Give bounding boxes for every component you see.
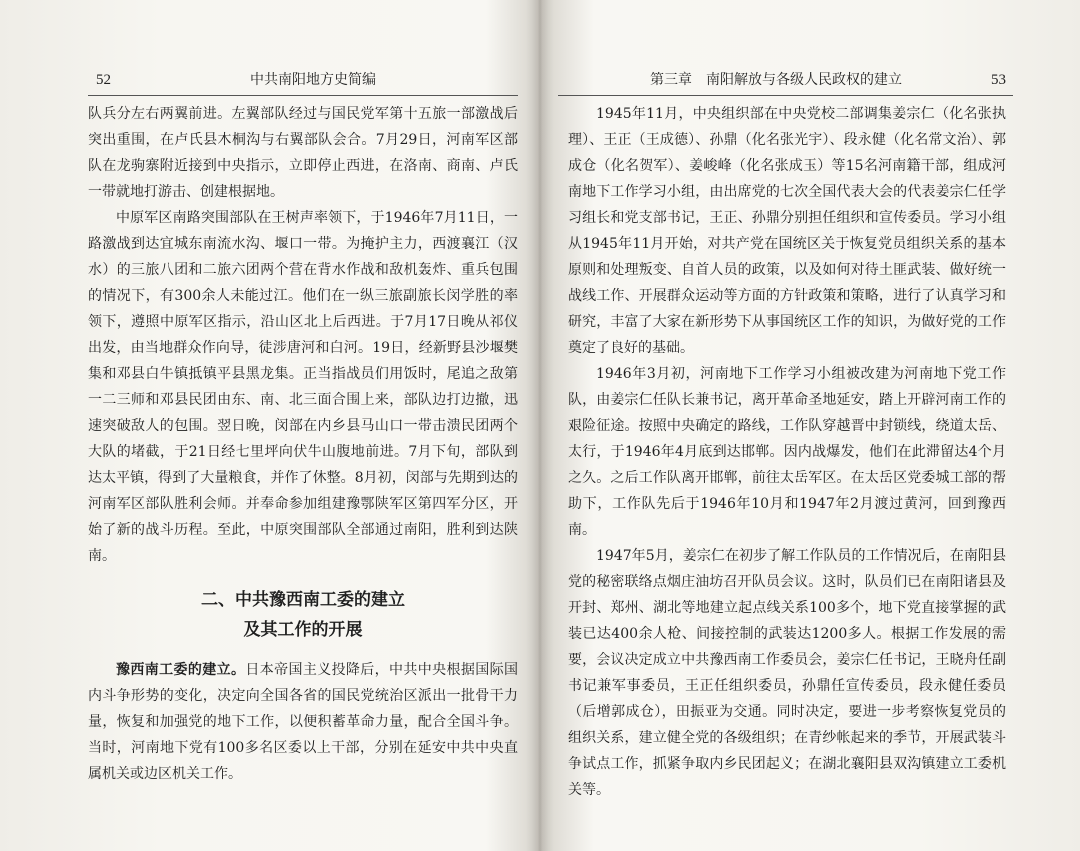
left-page-body (88, 101, 518, 787)
right-paragraph-2: 1946年3月初，河南地下工作学习小组被改建为河南地下党工作队，由姜宗仁任队长兼书记，离开革命圣地延安，踏上开辟河南工作的艰险征途。按照中央确定的路线，工作队穿越晋中封锁线，绕道太岳、太行，于1946年4月底到达邯郸。因内战爆发，他们在此滞留达4个月之久。之后工作队离开邯郸，前往太岳军区。在太岳区党委城工部的帮助下，工作队先后于1946年10月和1947年2月渡过黄河，回到豫西南。 (568, 366, 1006, 538)
right-running-title: 第三章 南阳解放与各级人民政权的建立 (650, 72, 902, 88)
paragraph-lead-heading: 豫西南工委的建立。 (116, 662, 246, 678)
right-page-number: 53 (991, 72, 1006, 88)
left-paragraph-1: 队兵分左右两翼前进。左翼部队经过与国民党军第十五旅一部激战后突出重围，在卢氏县木桐沟与右翼部队会合。7月29日，河南军区部队在龙驹寨附近接到中央指示，立即停止西进，在洛南、商南、卢氏一带就地打游击、创建根据地。 (88, 106, 518, 200)
left-paragraph-3 (88, 657, 518, 787)
left-page-number: 52 (96, 72, 111, 88)
section-title (88, 585, 518, 645)
left-header-rule (88, 95, 518, 96)
right-paragraph-1: 1945年11月，中央组织部在中央党校二部调集姜宗仁（化名张执理）、王正（王成德）、孙鼎（化名张光宇）、段永健（化名常文治）、郭成仓（化名贺军）、姜峻峰（化名张成玉）等15名河南籍干部，组成河南地下工作学习小组，由出席党的七次全国代表大会的代表姜宗仁任学习组长和党支部书记，王正、孙鼎分别担任组织和宣传委员。学习小组从1945年11月开始，对共产党在国统区关于恢复党员组织关系的基本原则和处理叛变、自首人员的政策，以及如何对待土匪武装、做好统一战线工作、开展群众运动等方面的方针政策和策略，进行了认真学习和研究，丰富了大家在新形势下从事国统区工作的知识，为做好党的工作奠定了良好的基础。 (568, 106, 1006, 356)
right-page (540, 0, 1080, 851)
right-paragraph-3: 1947年5月，姜宗仁在初步了解工作队员的工作情况后，在南阳县党的秘密联络点烟庄油坊召开队员会议。这时，队员们已在南阳诸县及开封、郑州、湖北等地建立起点线关系100多个，地下党直接掌握的武装已达400余人枪、间接控制的武装达1200多人。根据工作发展的需要，会议决定成立中共豫西南工作委员会，姜宗仁任书记，王晓舟任副书记兼军事委员，王正任组织委员，孙鼎任宣传委员，段永健任委员（后增郭成仓），田振亚为交通。同时决定，要进一步考察恢复党员的组织关系，建立健全党的各级组织；在青纱帐起来的季节，开展武装斗争试点工作，抓紧争取内乡民团起义；在湖北襄阳县双沟镇建立工委机关等。 (568, 548, 1006, 798)
section-title-line-2: 及其工作的开展 (243, 620, 363, 640)
left-page-header (96, 66, 516, 94)
right-page-body (568, 101, 1006, 803)
left-paragraph-3-text: 日本帝国主义投降后，中共中央根据国际国内斗争形势的变化，决定向全国各省的国民党统治区派出一批骨干力量，恢复和加强党的地下工作，以便积蓄革命力量，配合全国斗争。当时，河南地下党有100多名区委以上干部，分别在延安中共中央直属机关或边区机关工作。 (88, 662, 519, 782)
right-page-header (558, 66, 1006, 94)
left-paragraph-2: 中原军区南路突围部队在王树声率领下，于1946年7月11日，一路激战到达宜城东南流水沟、堰口一带。为掩护主力，西渡襄江（汉水）的三旅八团和二旅六团两个营在背水作战和敌机轰炸、重兵包围的情况下，有300余人未能过江。他们在一纵三旅副旅长闵学胜的率领下，遵照中原军区指示，沿山区北上后西进。于7月17日晚从祁仪出发，由当地群众作向导，徒涉唐河和白河。19日，经新野县沙堰樊集和邓县白牛镇抵镇平县黑龙集。正当指战员们用饭时，尾追之敌第一二三师和邓县民团由东、南、北三面合围上来，部队边打边撤，迅速突破敌人的包围。翌日晚，闵部在内乡县马山口一带击溃民团两个大队的堵截，于21日经七里坪向伏牛山腹地前进。7月下旬，部队到达太平镇，得到了大量粮食，并作了休整。8月初，闵部与先期到达的河南军区部队胜利会师。并奉命参加组建豫鄂陕军区第四军分区，开始了新的战斗历程。至此，中原突围部队全部通过南阳，胜利到达陕南。 (88, 210, 518, 564)
left-running-title: 中共南阳地方史简编 (250, 72, 376, 88)
section-title-line-1: 二、中共豫西南工委的建立 (201, 590, 405, 610)
right-header-rule (558, 95, 1013, 96)
